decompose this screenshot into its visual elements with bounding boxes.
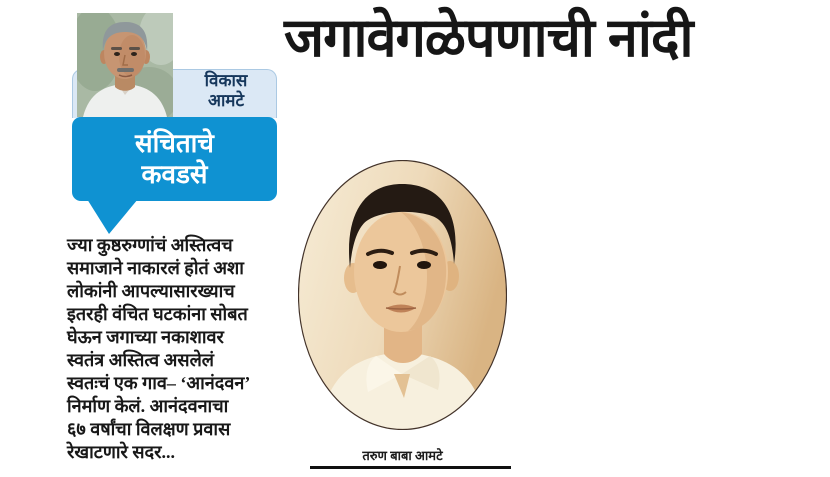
column-title-line: कवडसे xyxy=(141,160,208,189)
author-name-line: विकास xyxy=(204,71,248,90)
young-baba-amte-photo xyxy=(298,160,507,430)
author-name xyxy=(194,71,258,111)
oval-portrait-illustration xyxy=(298,160,507,430)
headline: जगावेगळेपणाची नांदी xyxy=(284,8,693,68)
column-title xyxy=(135,128,214,190)
author-photo xyxy=(77,13,173,117)
intro-line: स्वतंत्र अस्तित्व असलेलं xyxy=(67,350,214,370)
intro-line: इतरही वंचित घटकांना सोबत xyxy=(67,304,248,324)
author-portrait-illustration xyxy=(77,13,173,117)
column-title-line: संचिताचे xyxy=(135,129,214,158)
intro-line: ज्या कुष्ठरुग्णांचं अस्तित्वच xyxy=(67,235,233,255)
intro-line: समाजाने नाकारलं होतं अशा xyxy=(67,258,244,278)
intro-line: लोकांनी आपल्यासारख्याच xyxy=(67,281,235,301)
intro-line: स्वतःचं एक गाव– ‘आनंदवन’ xyxy=(67,373,251,393)
photo-caption: तरुण बाबा आमटे xyxy=(362,448,443,463)
bubble-tail xyxy=(86,199,138,234)
author-name-line: आमटे xyxy=(207,91,245,110)
intro-text xyxy=(67,234,250,464)
column-title-bubble xyxy=(72,117,277,201)
intro-line: रेखाटणारे सदर... xyxy=(67,442,175,462)
intro-line: निर्माण केलं. आनंदवनाचा xyxy=(67,396,229,416)
caption-rule xyxy=(310,466,511,469)
intro-line: घेऊन जगाच्या नकाशावर xyxy=(67,327,224,347)
intro-line: ६७ वर्षांचा विलक्षण प्रवास xyxy=(67,419,231,439)
